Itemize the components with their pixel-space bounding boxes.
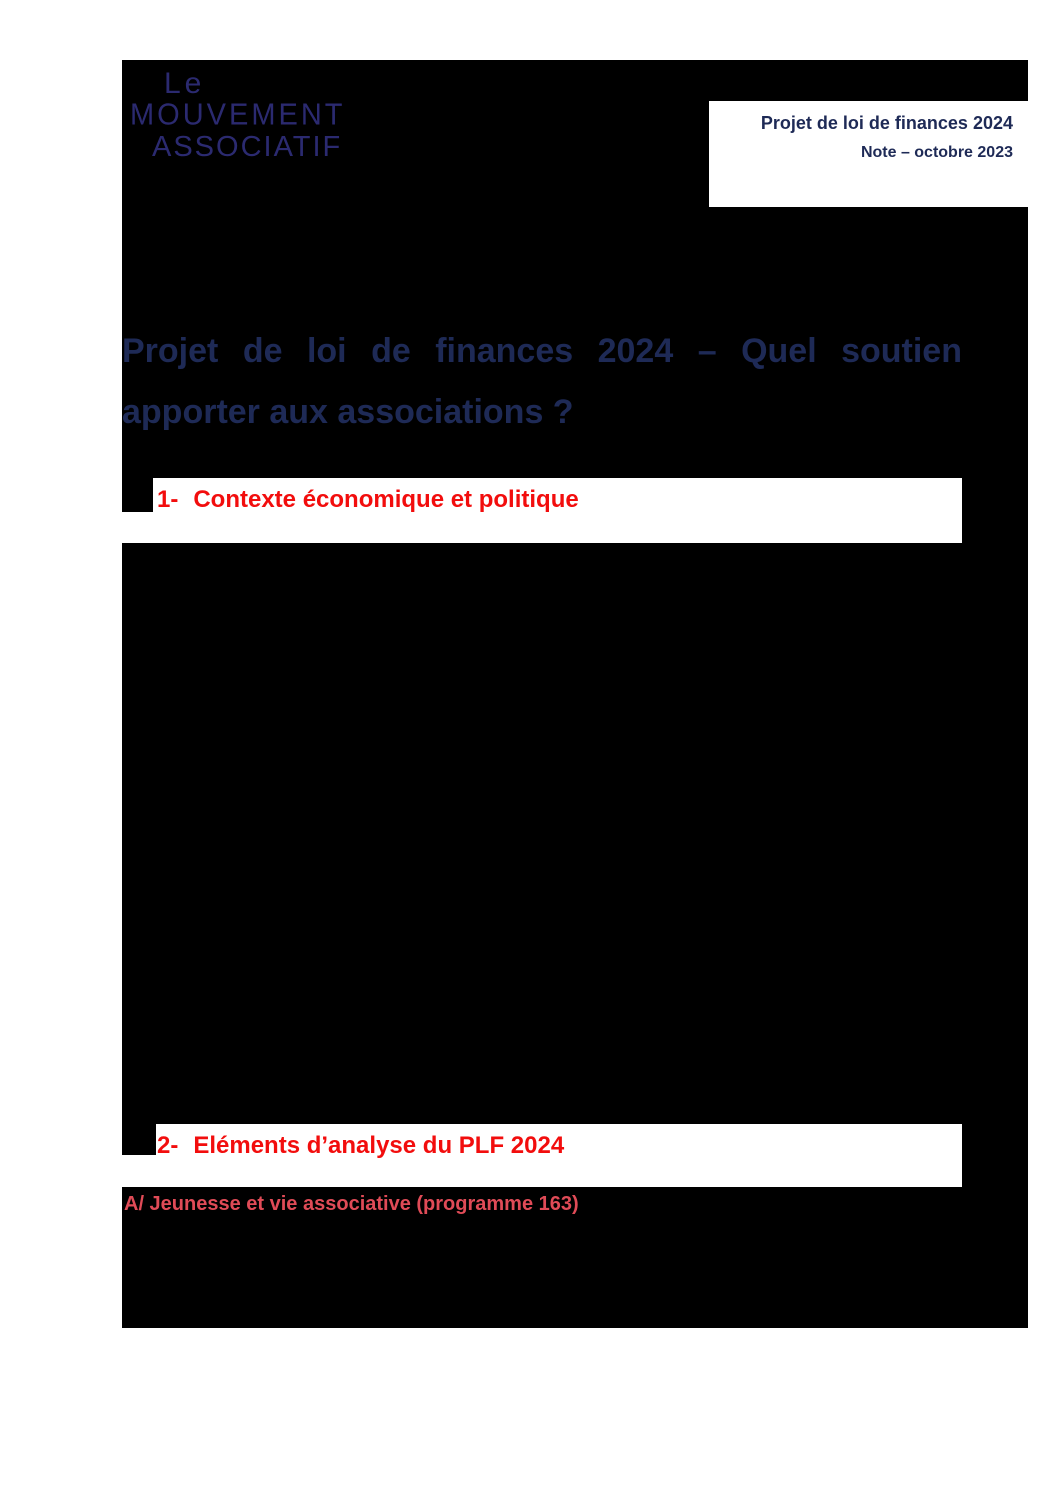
subsection-a-heading: A/ Jeunesse et vie associative (programme 163) xyxy=(124,1193,579,1215)
section-2-band xyxy=(122,1124,962,1187)
logo-line-associatif: ASSOCIATIF xyxy=(152,130,343,163)
redaction-notch-1 xyxy=(122,478,153,512)
document-title-line-2: apporter aux associations ? xyxy=(122,393,574,431)
section-2-heading xyxy=(122,1124,962,1160)
section-2-label: Eléments d’analyse du PLF 2024 xyxy=(193,1132,565,1159)
logo-line-le: Le xyxy=(164,67,206,100)
document-title-line-1: Projet de loi de finances 2024 – Quel soutien xyxy=(122,332,962,370)
section-2-number: 2- xyxy=(157,1132,179,1159)
document-title xyxy=(122,321,962,443)
section-1-band xyxy=(122,478,962,543)
logo-line-mouvement: MOUVEMENT xyxy=(130,98,346,133)
mouvement-associatif-logo xyxy=(130,68,346,163)
section-1-heading xyxy=(122,478,962,514)
header-note-date: Note – octobre 2023 xyxy=(860,144,1013,161)
header-note-box xyxy=(709,101,1028,207)
section-1-number: 1- xyxy=(157,486,179,513)
redacted-content-block xyxy=(122,60,1028,1328)
header-note-title: Projet de loi de finances 2024 xyxy=(760,113,1013,133)
section-1-label: Contexte économique et politique xyxy=(193,486,579,513)
redaction-notch-2 xyxy=(122,1124,156,1155)
